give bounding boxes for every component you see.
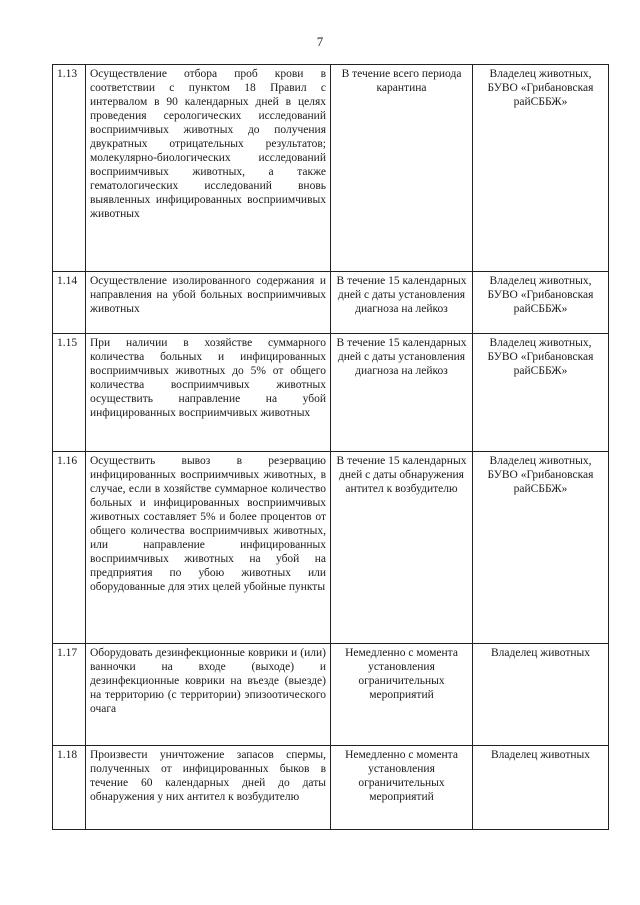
measures-table (52, 64, 609, 830)
row-term: Немедленно с момента установления ограничительных мероприятий (331, 644, 473, 746)
row-responsible: Владелец животных, БУВО «Грибановская райСББЖ» (473, 452, 609, 644)
row-term: Немедленно с момента установления ограничительных мероприятий (331, 746, 473, 830)
row-action: При наличии в хозяйстве суммарного количества больных и инфицированных восприимчивых животных до 5% от общего количества восприимчивых животных осуществить направление на убой инфицированных восприимчивых животных (86, 334, 331, 452)
table-row (53, 452, 609, 644)
row-number: 1.18 (53, 746, 86, 830)
row-responsible: Владелец животных (473, 644, 609, 746)
row-responsible: Владелец животных, БУВО «Грибановская райСББЖ» (473, 65, 609, 272)
row-responsible: Владелец животных, БУВО «Грибановская райСББЖ» (473, 272, 609, 334)
row-responsible: Владелец животных, БУВО «Грибановская райСББЖ» (473, 334, 609, 452)
table-row (53, 644, 609, 746)
row-term: В течение 15 календарных дней с даты обнаружения антител к возбудителю (331, 452, 473, 644)
row-action: Осуществление отбора проб крови в соответствии с пунктом 18 Правил с интервалом в 90 календарных дней в целях проведения серологических исследований восприимчивых животных до получения двукратных отрицательных результатов; молекулярно-биологических исследований восприимчивых животных, а также гематологических исследований вновь выявленных инфицированных восприимчивых животных (86, 65, 331, 272)
table-row (53, 334, 609, 452)
table-row (53, 272, 609, 334)
table-row (53, 746, 609, 830)
row-number: 1.14 (53, 272, 86, 334)
row-responsible: Владелец животных (473, 746, 609, 830)
row-term: В течение 15 календарных дней с даты установления диагноза на лейкоз (331, 334, 473, 452)
row-action: Оборудовать дезинфекционные коврики и (или) ванночки на входе (выходе) и дезинфекционные коврики на въезде (выезде) на территорию (с территории) эпизоотического очага (86, 644, 331, 746)
table-row (53, 65, 609, 272)
row-action: Осуществить вывоз в резервацию инфицированных восприимчивых животных, в случае, если в хозяйстве суммарное количество больных и инфицированных восприимчивых животных составляет 5% и более процентов от общего количества восприимчивых животных, или направление инфицированных восприимчивых животных на убой на предприятия по убою животных или оборудованные для этих целей убойные пункты (86, 452, 331, 644)
row-term: В течение 15 календарных дней с даты установления диагноза на лейкоз (331, 272, 473, 334)
page-number: 7 (316, 34, 324, 49)
row-number: 1.16 (53, 452, 86, 644)
row-number: 1.13 (53, 65, 86, 272)
row-action: Произвести уничтожение запасов спермы, полученных от инфицированных быков в течение 60 календарных дней до даты обнаружения у них антител к возбудителю (86, 746, 331, 830)
row-number: 1.17 (53, 644, 86, 746)
row-action: Осуществление изолированного содержания и направления на убой больных восприимчивых животных (86, 272, 331, 334)
row-term: В течение всего периода карантина (331, 65, 473, 272)
row-number: 1.15 (53, 334, 86, 452)
